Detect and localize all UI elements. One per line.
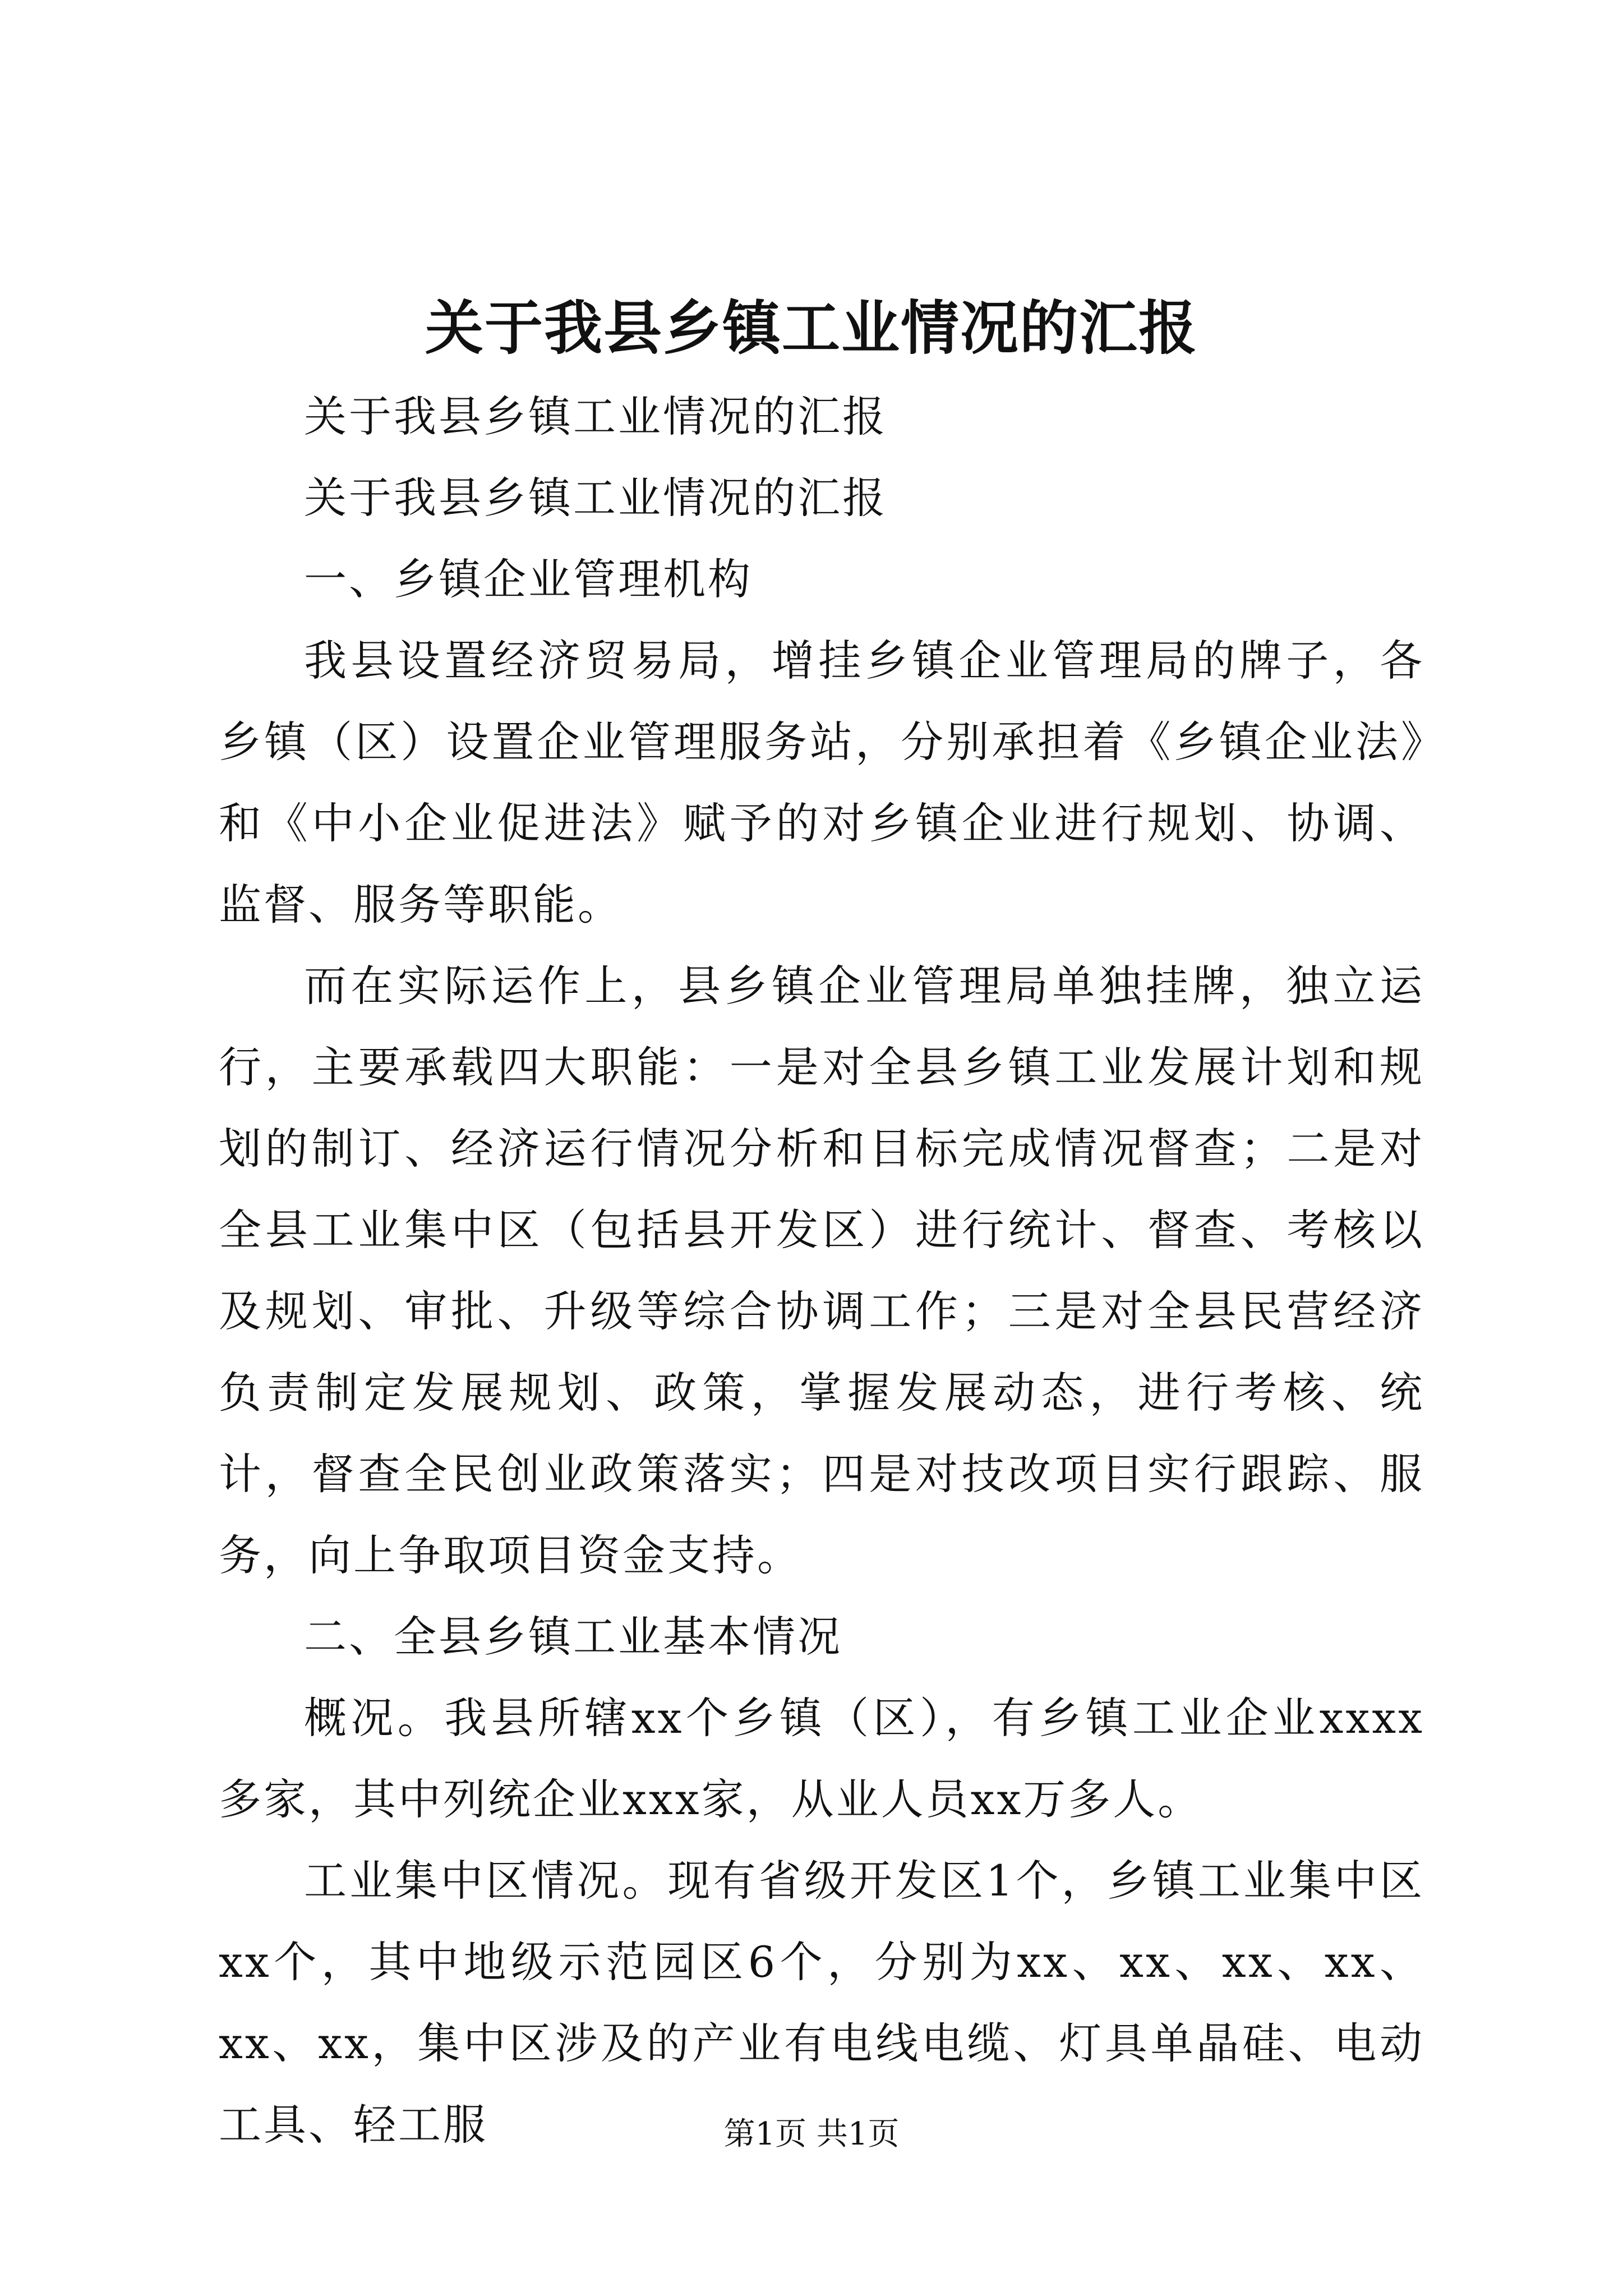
document-body <box>219 376 1424 2165</box>
paragraph-heading-repeat-2: 关于我县乡镇工业情况的汇报 <box>304 473 887 523</box>
section-heading-1: 一、乡镇企业管理机构 <box>304 554 753 604</box>
paragraph-overview: 概况。我县所辖xx个乡镇（区），有乡镇工业企业xxxx多家，其中列统企业xxx家，从业人员xx万多人。 <box>219 1693 1424 1824</box>
paragraph-management-structure: 我县设置经济贸易局，增挂乡镇企业管理局的牌子，各乡镇（区）设置企业管理服务站，分别承担着《乡镇企业法》和《中小企业促进法》赋予的对乡镇企业进行规划、协调、监督、服务等职能。 <box>219 636 1424 930</box>
paragraph-industrial-zones: 工业集中区情况。现有省级开发区1个，乡镇工业集中区xx个，其中地级示范园区6个，分别为xx、xx、xx、xx、xx、xx，集中区涉及的产业有电线电缆、灯具单晶硅、电动工具、轻工服 <box>219 1856 1424 2150</box>
section-heading-2: 二、全县乡镇工业基本情况 <box>304 1612 842 1662</box>
paragraph-heading-repeat-1: 关于我县乡镇工业情况的汇报 <box>304 392 887 441</box>
page-footer: 第1页 共1页 <box>723 2116 900 2152</box>
paragraph-four-functions: 而在实际运作上，县乡镇企业管理局单独挂牌，独立运行，主要承载四大职能：一是对全县乡镇工业发展计划和规划的制订、经济运行情况分析和目标完成情况督查；二是对全县工业集中区（包括县开发区）进行统计、督查、考核以及规划、审批、升级等综合协调工作；三是对全县民营经济负责制定发展规划、政策，掌握发展动态，进行考核、统计，督查全民创业政策落实；四是对技改项目实行跟踪、服务，向上争取项目资金支持。 <box>219 961 1424 1580</box>
document-title: 关于我县乡镇工业情况的汇报 <box>425 293 1198 362</box>
